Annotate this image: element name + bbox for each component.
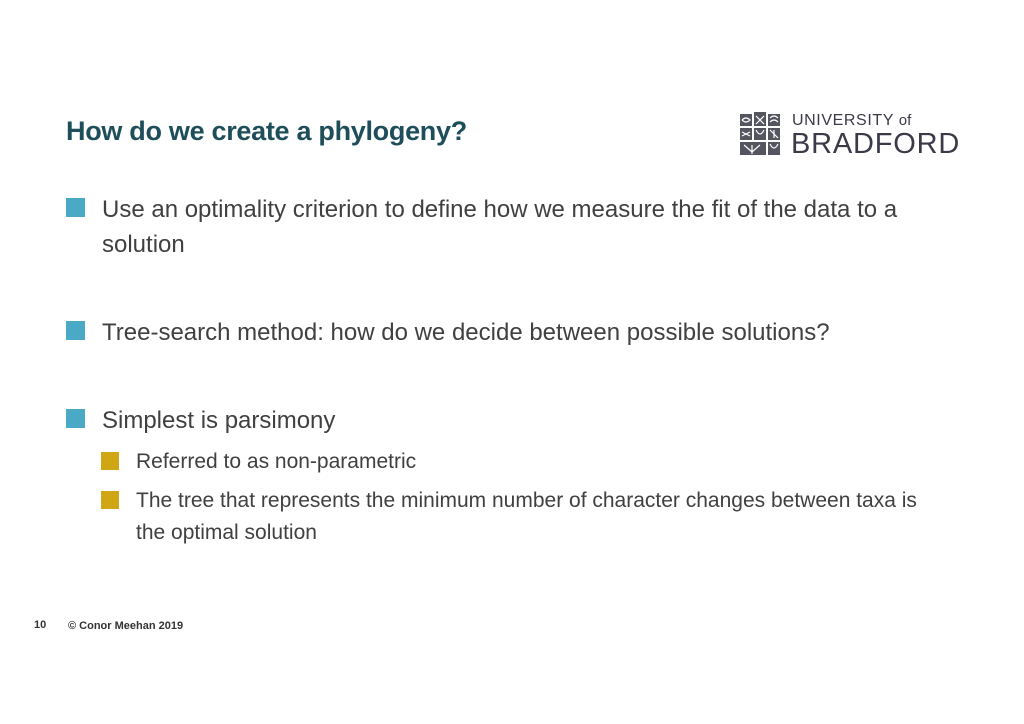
- bullet-marker-icon: [66, 198, 85, 217]
- slide-title: How do we create a phylogeny?: [66, 116, 467, 146]
- bullet-text: Simplest is parsimony: [102, 407, 336, 434]
- sub-bullet-text: The tree that represents the minimum number of character changes between taxa is the optimal solution: [136, 489, 917, 544]
- bullet-text: Tree-search method: how do we decide between possible solutions?: [102, 319, 830, 346]
- logo-text-university: UNIVERSITY of: [792, 112, 912, 129]
- copyright-notice: © Conor Meehan 2019: [68, 620, 184, 632]
- sub-bullet-marker-icon: [101, 452, 119, 470]
- page-number: 10: [34, 619, 47, 631]
- logo-text-bradford: BRADFORD: [791, 128, 961, 160]
- sub-bullet-text: Referred to as non-parametric: [136, 450, 417, 473]
- university-logo: [740, 112, 960, 160]
- bullet-marker-icon: [66, 321, 85, 340]
- bullet-text: Use an optimality criterion to define how we measure the fit of the data to a solution: [102, 196, 898, 258]
- bullet-marker-icon: [66, 409, 85, 428]
- sub-bullet-marker-icon: [101, 491, 119, 509]
- university-crest-icon: [740, 112, 782, 156]
